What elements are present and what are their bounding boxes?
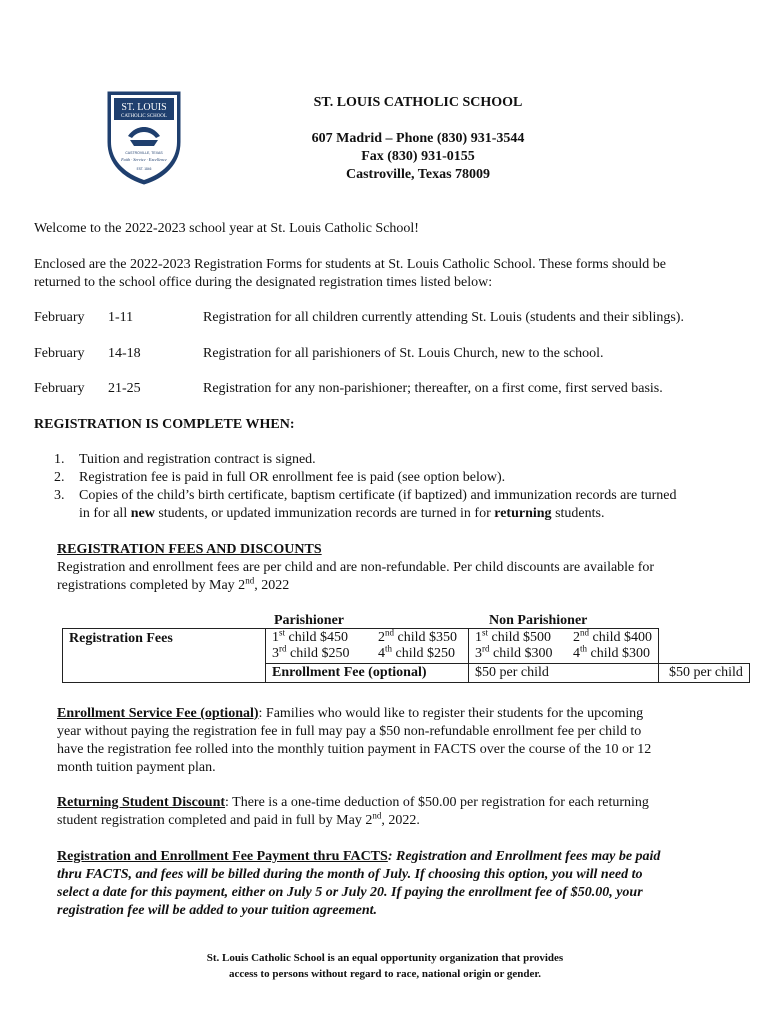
enrollment-service-paragraph: [57, 705, 721, 777]
schedule-month: February: [34, 310, 85, 325]
ordinal: 2: [378, 630, 385, 645]
logo-text-line5: EST. 1846: [136, 167, 152, 171]
list-item-text: students, or updated immunization records are turned in for: [154, 506, 495, 521]
schedule-days: 14-18: [108, 346, 141, 361]
emphasis-new: new: [130, 506, 155, 521]
intro-line1: Enclosed are the 2022-2023 Registration Forms for students at St. Louis Catholic School. These forms should be: [34, 257, 666, 272]
schedule-month: February: [34, 381, 85, 396]
paragraph-text: thru FACTS, and fees will be billed during the month of July. If choosing this option, you will need to: [57, 867, 643, 882]
ordinal-suffix: nd: [580, 627, 589, 638]
ordinal: 2: [573, 630, 580, 645]
fee-table: [62, 628, 750, 683]
paragraph-text: : Families who would like to register their students for the upcoming: [258, 706, 644, 721]
facts-payment-paragraph: [57, 848, 721, 920]
logo-text-line4: Faith · Service · Excellence: [121, 157, 167, 162]
fees-line2-end: , 2022: [254, 578, 290, 593]
welcome-text: Welcome to the 2022-2023 school year at St. Louis Catholic School!: [34, 221, 419, 236]
paragraph-text: registration fee will be added to your tuition agreement.: [57, 903, 378, 918]
list-item: Tuition and registration contract is signed.: [79, 452, 316, 467]
col-header-non-parishioner: Non Parishioner: [489, 613, 588, 628]
fee-value: child $500: [488, 630, 552, 645]
intro-line2: returned to the school office during the designated registration times listed below:: [34, 275, 493, 290]
fees-line2: [57, 577, 289, 595]
schedule-month: February: [34, 346, 85, 361]
ordinal: 4: [378, 646, 385, 661]
facts-title: Registration and Enrollment Fee Payment thru FACTS: [57, 849, 388, 864]
paragraph-text: : Registration and Enrollment fees may be paid: [387, 849, 661, 864]
ordinal: 4: [573, 646, 580, 661]
list-item-text: Copies of the child’s birth certificate, baptism certificate (if baptized) and immunization records are turned: [79, 488, 677, 503]
paragraph-text: month tuition payment plan.: [57, 760, 216, 775]
list-item-text: in for all: [79, 506, 131, 521]
list-number: 3.: [54, 488, 65, 503]
ordinal-suffix: nd: [385, 627, 394, 638]
non-parishioner-enrollment-fee: $50 per child: [659, 664, 750, 683]
ordinal-suffix: th: [385, 643, 393, 654]
table-row: [63, 629, 750, 664]
school-crest-logo: [106, 90, 182, 186]
paragraph-text: have the registration fee rolled into the monthly tuition payment in FACTS over the course of the 10 or 12: [57, 742, 652, 757]
fee-value: child $350: [394, 630, 457, 645]
fee-cell: [475, 643, 573, 662]
address-phone: 607 Madrid – Phone (830) 931-3544: [311, 131, 525, 146]
complete-heading: REGISTRATION IS COMPLETE WHEN:: [34, 417, 295, 432]
schedule-days: 1-11: [108, 310, 134, 325]
fee-cell: [272, 643, 378, 662]
list-number: 1.: [54, 452, 65, 467]
logo-text-line3: CASTROVILLE, TEXAS: [125, 151, 163, 155]
fee-value: child $400: [589, 630, 652, 645]
fee-value: child $450: [285, 630, 349, 645]
fax-number: Fax (830) 931-0155: [361, 149, 475, 164]
paragraph-text: : There is a one-time deduction of $50.00 per registration for each returning: [225, 795, 649, 810]
fee-cell: [378, 643, 456, 662]
list-item-text: students.: [551, 506, 605, 521]
schedule-desc: Registration for all children currently attending St. Louis (students and their siblings).: [203, 310, 684, 325]
fee-cell: [272, 627, 378, 646]
ordinal-suffix: th: [580, 643, 588, 654]
enrollment-service-title: Enrollment Service Fee (optional): [57, 706, 259, 721]
ordinal-suffix: rd: [279, 643, 287, 654]
ordinal-suffix: st: [482, 627, 489, 638]
returning-discount-paragraph: [57, 794, 721, 830]
paragraph-text: student registration completed and paid in full by May 2: [57, 813, 373, 828]
fee-value: child $250: [392, 646, 456, 661]
ordinal-suffix: nd: [372, 810, 382, 821]
list-number: 2.: [54, 470, 65, 485]
fee-cell: [573, 643, 651, 662]
fees-line2-sup: nd: [245, 575, 255, 586]
row-label-registration: Registration Fees: [63, 629, 266, 683]
school-name: ST. LOUIS CATHOLIC SCHOOL: [313, 95, 523, 110]
ordinal-suffix: st: [279, 627, 286, 638]
fees-line1: Registration and enrollment fees are per child and are non-refundable. Per child discounts are available for: [57, 560, 655, 575]
row-label-enrollment: Enrollment Fee (optional): [266, 664, 469, 683]
parishioner-fees: [266, 629, 469, 664]
schedule-desc: Registration for any non-parishioner; thereafter, on a first come, first served basis.: [203, 381, 663, 396]
ordinal: 3: [272, 646, 279, 661]
fee-value: child $300: [489, 646, 553, 661]
city-state-zip: Castroville, Texas 78009: [345, 167, 491, 182]
logo-text-line1: ST. LOUIS: [121, 102, 167, 113]
emphasis-returning: returning: [494, 506, 552, 521]
ordinal: 1: [272, 630, 279, 645]
schedule-desc: Registration for all parishioners of St. Louis Church, new to the school.: [203, 346, 604, 361]
logo-text-line2: CATHOLIC SCHOOL: [121, 114, 167, 119]
ordinal: 3: [475, 646, 482, 661]
list-item: [79, 487, 739, 523]
non-parishioner-fees: [469, 629, 659, 664]
fee-value: child $250: [286, 646, 350, 661]
paragraph-text: select a date for this payment, either on July 5 or July 20. If paying the enrollment fee of $50.00, your: [57, 885, 643, 900]
schedule-days: 21-25: [108, 381, 141, 396]
ordinal: 1: [475, 630, 482, 645]
list-item: Registration fee is paid in full OR enrollment fee is paid (see option below).: [79, 470, 506, 485]
ordinal-suffix: rd: [482, 643, 490, 654]
paragraph-text: , 2022.: [381, 813, 420, 828]
parishioner-enrollment-fee: $50 per child: [469, 664, 659, 683]
col-header-parishioner: Parishioner: [274, 613, 344, 628]
footer-line1: St. Louis Catholic School is an equal opportunity organization that provides: [206, 952, 564, 964]
footer-line2: access to persons without regard to race, national origin or gender.: [228, 968, 542, 980]
paragraph-text: year without paying the registration fee in full may pay a $50 non-refundable enrollment fee per child to: [57, 724, 642, 739]
fee-value: child $300: [587, 646, 651, 661]
fees-line2-text: registrations completed by May 2: [57, 578, 246, 593]
fees-heading: REGISTRATION FEES AND DISCOUNTS: [57, 542, 322, 557]
returning-discount-title: Returning Student Discount: [57, 795, 226, 810]
